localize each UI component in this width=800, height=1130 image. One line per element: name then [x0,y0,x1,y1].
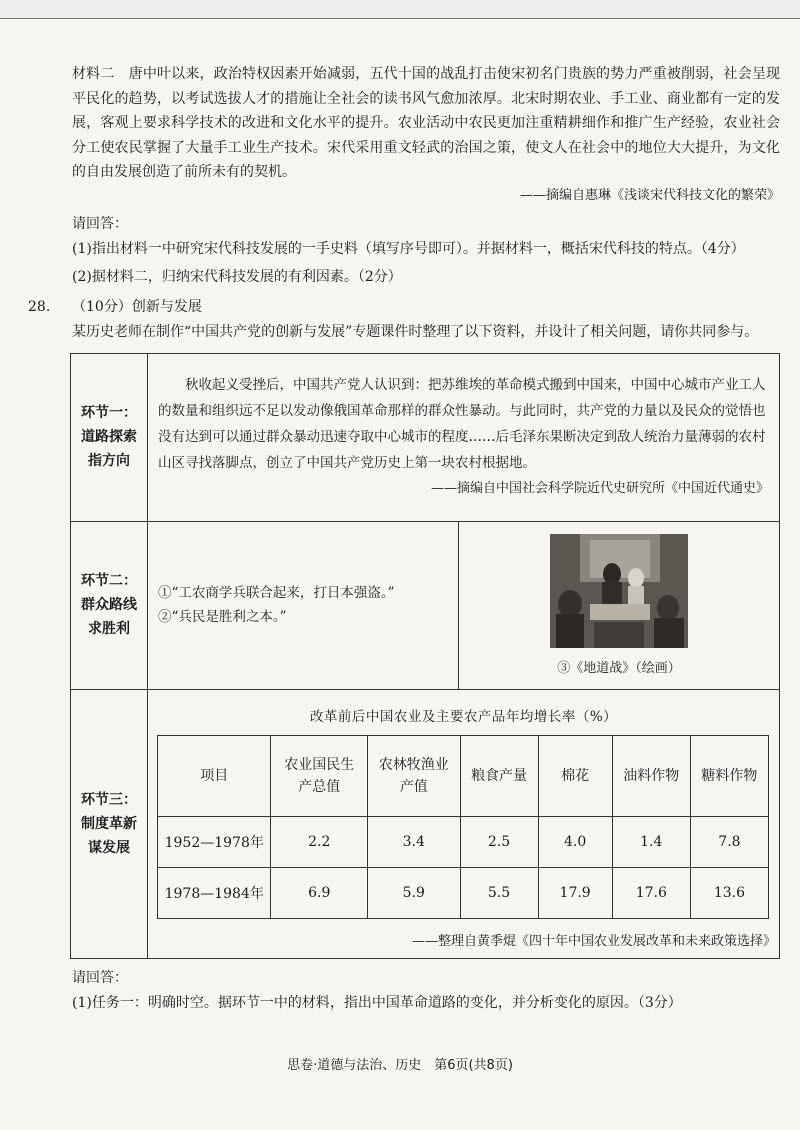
row2-oil-crops: 17.6 [612,867,690,918]
stage1-label-cell [71,353,148,521]
stage2-quote2: ②“兵民是胜利之本。” [158,609,287,625]
q28-heading [28,295,780,319]
header-agri-gnp [271,735,368,816]
row1-grain: 2.5 [460,816,538,867]
table-row [158,867,769,918]
row2-cotton: 17.9 [538,867,612,918]
q28-intro: 某历史老师在制作“中国共产党的创新与发展”专题课件时整理了以下资料，并设计了相关问题，请你共同参与。 [72,323,759,340]
row1-cotton: 4.0 [538,816,612,867]
row2-period: 1978—1984年 [158,867,271,918]
material-two [72,62,780,185]
table-row [158,816,769,867]
row1-period: 1952—1978年 [158,816,271,867]
row1-agri-gnp: 2.2 [271,816,368,867]
q28-title: （10分）创新与发展 [72,298,202,315]
page-footer: 思卷·道德与法治、历史 第6页(共8页) [287,1058,513,1073]
stage3-label-cell [71,689,148,958]
row1-oil-crops: 1.4 [612,816,690,867]
row1-sugar-crops: 7.8 [690,816,768,867]
stage3-content [148,689,780,958]
material-two-source: ——摘编自惠琳《浅谈宋代科技文化的繁荣》 [519,187,780,203]
material-two-label: 材料二 [72,66,115,82]
q27-ask: 请回答： [72,215,128,232]
page-content [28,62,781,1015]
stage3-label: 环节三：制度革新谋发展 [81,791,137,856]
row1-output-value: 3.4 [368,816,461,867]
stage2-quotes [148,521,459,689]
stage2-image-cell [459,521,780,689]
stage1-source: ——摘编自中国社会科学院近代史研究所《中国近代通史》 [430,481,769,496]
q28-sub1: (1)任务一：明确时空。据环节一中的材料，指出中国革命道路的变化，并分析变化的原因。（3分） [72,994,682,1011]
tunnel-war-painting [550,534,688,648]
stage3-source: ——整理自黄季焜《四十年中国农业发展改革和未来政策选择》 [411,933,776,949]
q28-number: 28. [28,298,51,315]
growth-table-header-row [158,735,769,816]
header-grain: 粮食产量 [460,735,538,816]
header-oil-crops: 油料作物 [612,735,690,816]
stage2-caption: ③《地道战》（绘画） [557,661,681,676]
row2-output-value: 5.9 [368,867,461,918]
row2-agri-gnp: 6.9 [271,867,368,918]
stage2-label-cell [71,521,148,689]
q28-ask: 请回答： [72,969,128,986]
painting-illustration [550,534,688,648]
scan-top-edge [0,0,800,19]
q27-sub1: (1)指出材料一中研究宋代科技发展的一手史料（填写序号即可）。并据材料一，概括宋代科技的特点。（4分） [72,240,745,257]
stage3-table-caption: 改革前后中国农业及主要农产品年均增长率（%） [309,708,618,725]
row2-grain: 5.5 [460,867,538,918]
header-sugar-crops: 糖料作物 [690,735,768,816]
header-output-value [368,735,461,816]
stage1-content [148,353,780,521]
stage2-label: 环节二：群众路线求胜利 [81,573,137,637]
q27-sub2: (2)据材料二，归纳宋代科技发展的有利因素。（2分） [72,268,402,285]
header-item: 项目 [158,735,271,816]
stage1-label: 环节一：道路探索指方向 [81,405,137,469]
stage2-quote1: ①“工农商学兵联合起来，打日本强盗。” [158,585,395,601]
header-agri-gnp-text: 农业国民生产总值 [284,756,355,795]
header-output-value-text: 农林牧渔业产值 [378,756,449,795]
q28-material-table [70,353,780,959]
row2-sugar-crops: 13.6 [690,867,768,918]
material-two-text: 唐中叶以来，政治特权因素开始减弱，五代十国的战乱打击使宋初名门贵族的势力严重被削弱，社会呈现平民化的趋势，以考试选拔人才的措施让全社会的读书风气愈加浓厚。北宋时期农业、手工业、商业都有一定的发展，客观上要求科学技术的改进和文化水平的提升。农业活动中农民更加注重精耕细作和推广生产经验，农业社会分工使农民掌握了大量手工业生产技术。宋代采用重文轻武的治国之策，使文人在社会中的地位大大提升，为文化的自由发展创造了前所未有的契机。 [72,66,781,180]
header-cotton: 棉花 [538,735,612,816]
growth-rate-table [157,735,769,919]
stage1-text: 秋收起义受挫后，中国共产党人认识到：把苏维埃的革命模式搬到中国来，中国中心城市产业工人的数量和组织远不足以发动像俄国革命那样的群众性暴动。与此同时，共产党的力量以及民众的觉悟也没有达到可以通过群众暴动迅速夺取中心城市的程度……后毛泽东果断决定到敌人统治力量薄弱的农村山区寻找落脚点，创立了中国共产党历史上第一块农村根据地。 [158,377,766,471]
